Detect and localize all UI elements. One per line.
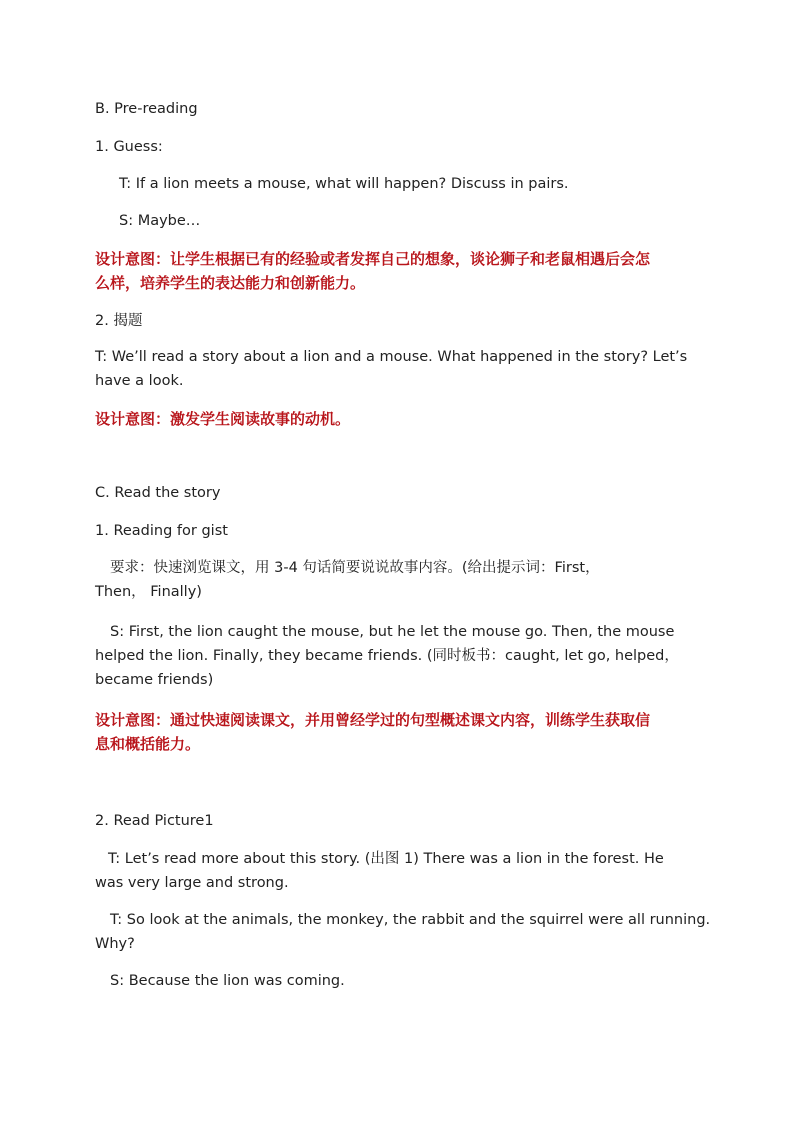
gist-student-line1: S: First, the lion caught the mouse, but he let the mouse go. Then, the mouse [110,624,675,640]
gist-requirement-line2: Then， Finally) [95,584,202,600]
guess-teacher-line: T: If a lion meets a mouse, what will happen? Discuss in pairs. [119,176,569,192]
picture1-heading: 2. Read Picture1 [95,813,214,829]
guess-design-intent-line2: 么样，培养学生的表达能力和创新能力。 [95,274,366,292]
picture1-teacher2-line1: T: So look at the animals, the monkey, the rabbit and the squirrel were all running. [110,912,711,928]
picture1-teacher1-line1: T: Let’s read more about this story. (出图 1) There was a lion in the forest. He [108,851,664,867]
gist-student-line2: helped the lion. Finally, they became friends. (同时板书：caught, let go, helped， [95,648,679,664]
gist-student-line3: became friends) [95,672,214,688]
picture1-student-line: S: Because the lion was coming. [110,973,345,989]
gist-design-intent-line1: 设计意图：通过快速阅读课文，并用曾经学过的句型概述课文内容，训练学生获取信 [95,711,651,729]
picture1-teacher1-line2: was very large and strong. [95,875,289,891]
gist-requirement-line1: 要求：快速浏览课文，用 3-4 句话简要说说故事内容。(给出提示词：First， [110,560,600,576]
guess-student-line: S: Maybe… [119,213,201,229]
reveal-teacher-line2: have a look. [95,373,184,389]
guess-design-intent-line1: 设计意图：让学生根据已有的经验或者发挥自己的想象，谈论狮子和老鼠相遇后会怎 [95,250,651,268]
reveal-topic-heading: 2. 揭题 [95,313,143,329]
reveal-teacher-line1: T: We’ll read a story about a lion and a mouse. What happened in the story? Let’s [95,349,688,365]
gist-design-intent-line2: 息和概括能力。 [95,735,201,753]
section-b-heading: B. Pre-reading [95,101,198,117]
gist-heading: 1. Reading for gist [95,523,228,539]
section-c-heading: C. Read the story [95,485,221,501]
reveal-design-intent: 设计意图：激发学生阅读故事的动机。 [95,410,351,428]
guess-heading: 1. Guess: [95,139,163,155]
picture1-teacher2-line2: Why? [95,936,135,952]
